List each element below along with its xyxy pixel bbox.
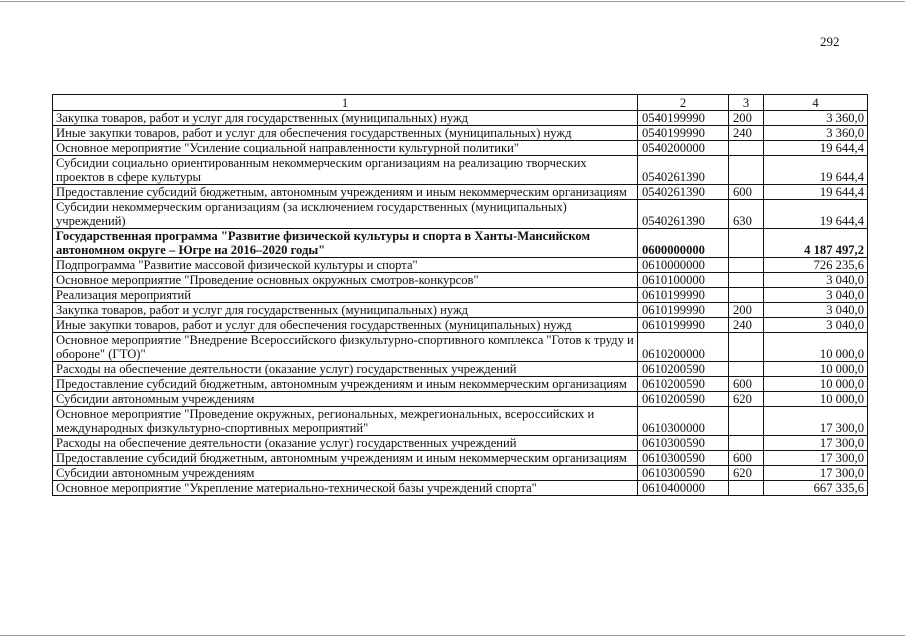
row-code-cell: 0610200590 <box>638 377 729 392</box>
page-number: 292 <box>820 34 840 49</box>
row-type-cell: 620 <box>729 392 764 407</box>
row-sum-cell: 17 300,0 <box>764 407 868 436</box>
row-sum-cell: 3 040,0 <box>764 318 868 333</box>
row-type-cell: 240 <box>729 318 764 333</box>
row-sum-cell: 3 360,0 <box>764 111 868 126</box>
row-type-cell: 240 <box>729 126 764 141</box>
row-name-cell: Закупка товаров, работ и услуг для государственных (муниципальных) нужд <box>53 303 638 318</box>
table-row <box>53 156 868 185</box>
row-sum-cell: 667 335,6 <box>764 481 868 496</box>
row-code-cell: 0540199990 <box>638 111 729 126</box>
budget-table <box>52 94 868 496</box>
row-code-cell: 0540261390 <box>638 200 729 229</box>
row-type-cell <box>729 436 764 451</box>
row-type-cell: 200 <box>729 303 764 318</box>
row-code-cell: 0540200000 <box>638 141 729 156</box>
row-sum-cell: 17 300,0 <box>764 466 868 481</box>
row-code-cell: 0540261390 <box>638 156 729 185</box>
row-type-cell <box>729 273 764 288</box>
row-name-cell: Основное мероприятие "Укрепление материально-технической базы учреждений спорта" <box>53 481 638 496</box>
row-name-cell: Основное мероприятие "Проведение окружных, региональных, межрегиональных, всероссийских и международных физкультурно-спортивных мероприятий" <box>53 407 638 436</box>
row-sum-cell: 726 235,6 <box>764 258 868 273</box>
row-sum-cell: 3 040,0 <box>764 273 868 288</box>
row-type-cell <box>729 333 764 362</box>
row-type-cell <box>729 258 764 273</box>
table-row <box>53 481 868 496</box>
row-name-cell: Субсидии некоммерческим организациям (за исключением государственных (муниципальных) учреждений) <box>53 200 638 229</box>
row-sum-cell: 4 187 497,2 <box>764 229 868 258</box>
table-row <box>53 126 868 141</box>
table-body <box>53 111 868 496</box>
row-name-cell: Субсидии автономным учреждениям <box>53 392 638 407</box>
table-row <box>53 111 868 126</box>
row-sum-cell: 19 644,4 <box>764 200 868 229</box>
row-name-cell: Расходы на обеспечение деятельности (оказание услуг) государственных учреждений <box>53 436 638 451</box>
row-sum-cell: 17 300,0 <box>764 436 868 451</box>
table-row <box>53 273 868 288</box>
row-name-cell: Иные закупки товаров, работ и услуг для обеспечения государственных (муниципальных) нужд <box>53 318 638 333</box>
row-type-cell <box>729 156 764 185</box>
row-code-cell: 0610199990 <box>638 318 729 333</box>
row-type-cell <box>729 288 764 303</box>
row-sum-cell: 3 040,0 <box>764 288 868 303</box>
table-row <box>53 451 868 466</box>
row-type-cell <box>729 481 764 496</box>
table-row <box>53 466 868 481</box>
row-code-cell: 0610199990 <box>638 288 729 303</box>
row-sum-cell: 10 000,0 <box>764 392 868 407</box>
table-header-row <box>53 95 868 111</box>
header-sum: 4 <box>764 95 868 111</box>
row-type-cell <box>729 407 764 436</box>
row-sum-cell: 10 000,0 <box>764 377 868 392</box>
row-type-cell <box>729 229 764 258</box>
row-name-cell: Основное мероприятие "Внедрение Всероссийского физкультурно-спортивного комплекса "Готов к труду и обороне" (ГТО)" <box>53 333 638 362</box>
row-code-cell: 0610199990 <box>638 303 729 318</box>
row-name-cell: Государственная программа "Развитие физической культуры и спорта в Ханты-Мансийском автономном округе – Югре на 2016–2020 годы" <box>53 229 638 258</box>
row-code-cell: 0610200590 <box>638 362 729 377</box>
row-sum-cell: 19 644,4 <box>764 156 868 185</box>
row-name-cell: Иные закупки товаров, работ и услуг для обеспечения государственных (муниципальных) нужд <box>53 126 638 141</box>
table-row <box>53 185 868 200</box>
row-name-cell: Субсидии социально ориентированным некоммерческим организациям на реализацию творческих проектов в сфере культуры <box>53 156 638 185</box>
table-row <box>53 318 868 333</box>
row-name-cell: Основное мероприятие "Проведение основных окружных смотров-конкурсов" <box>53 273 638 288</box>
row-type-cell <box>729 362 764 377</box>
table-row <box>53 288 868 303</box>
row-type-cell: 630 <box>729 200 764 229</box>
row-name-cell: Предоставление субсидий бюджетным, автономным учреждениям и иным некоммерческим организациям <box>53 185 638 200</box>
row-sum-cell: 10 000,0 <box>764 362 868 377</box>
row-code-cell: 0610100000 <box>638 273 729 288</box>
row-code-cell: 0610200590 <box>638 392 729 407</box>
row-code-cell: 0610300590 <box>638 466 729 481</box>
row-code-cell: 0610400000 <box>638 481 729 496</box>
row-name-cell: Основное мероприятие "Усиление социальной направленности культурной политики" <box>53 141 638 156</box>
table-row <box>53 200 868 229</box>
row-type-cell: 600 <box>729 377 764 392</box>
table-row <box>53 392 868 407</box>
table-row <box>53 333 868 362</box>
row-type-cell: 600 <box>729 451 764 466</box>
row-type-cell <box>729 141 764 156</box>
table-row <box>53 229 868 258</box>
row-name-cell: Предоставление субсидий бюджетным, автономным учреждениям и иным некоммерческим организациям <box>53 451 638 466</box>
table-row <box>53 407 868 436</box>
row-sum-cell: 3 360,0 <box>764 126 868 141</box>
row-type-cell: 200 <box>729 111 764 126</box>
row-name-cell: Подпрограмма "Развитие массовой физической культуры и спорта" <box>53 258 638 273</box>
row-sum-cell: 3 040,0 <box>764 303 868 318</box>
row-code-cell: 0610200000 <box>638 333 729 362</box>
row-code-cell: 0610300000 <box>638 407 729 436</box>
row-name-cell: Предоставление субсидий бюджетным, автономным учреждениям и иным некоммерческим организациям <box>53 377 638 392</box>
row-name-cell: Субсидии автономным учреждениям <box>53 466 638 481</box>
row-code-cell: 0610300590 <box>638 451 729 466</box>
header-name: 1 <box>53 95 638 111</box>
table-row <box>53 362 868 377</box>
row-code-cell: 0540199990 <box>638 126 729 141</box>
row-code-cell: 0610000000 <box>638 258 729 273</box>
header-code: 2 <box>638 95 729 111</box>
scan-top-edge <box>0 1 905 2</box>
table-row <box>53 141 868 156</box>
row-sum-cell: 10 000,0 <box>764 333 868 362</box>
header-type: 3 <box>729 95 764 111</box>
row-type-cell: 600 <box>729 185 764 200</box>
table-row <box>53 377 868 392</box>
row-code-cell: 0540261390 <box>638 185 729 200</box>
row-code-cell: 0610300590 <box>638 436 729 451</box>
row-type-cell: 620 <box>729 466 764 481</box>
table-row <box>53 436 868 451</box>
row-name-cell: Реализация мероприятий <box>53 288 638 303</box>
scan-bottom-edge <box>0 635 905 636</box>
row-name-cell: Расходы на обеспечение деятельности (оказание услуг) государственных учреждений <box>53 362 638 377</box>
row-sum-cell: 19 644,4 <box>764 141 868 156</box>
table-row <box>53 303 868 318</box>
table-row <box>53 258 868 273</box>
row-name-cell: Закупка товаров, работ и услуг для государственных (муниципальных) нужд <box>53 111 638 126</box>
row-sum-cell: 17 300,0 <box>764 451 868 466</box>
row-code-cell: 0600000000 <box>638 229 729 258</box>
row-sum-cell: 19 644,4 <box>764 185 868 200</box>
